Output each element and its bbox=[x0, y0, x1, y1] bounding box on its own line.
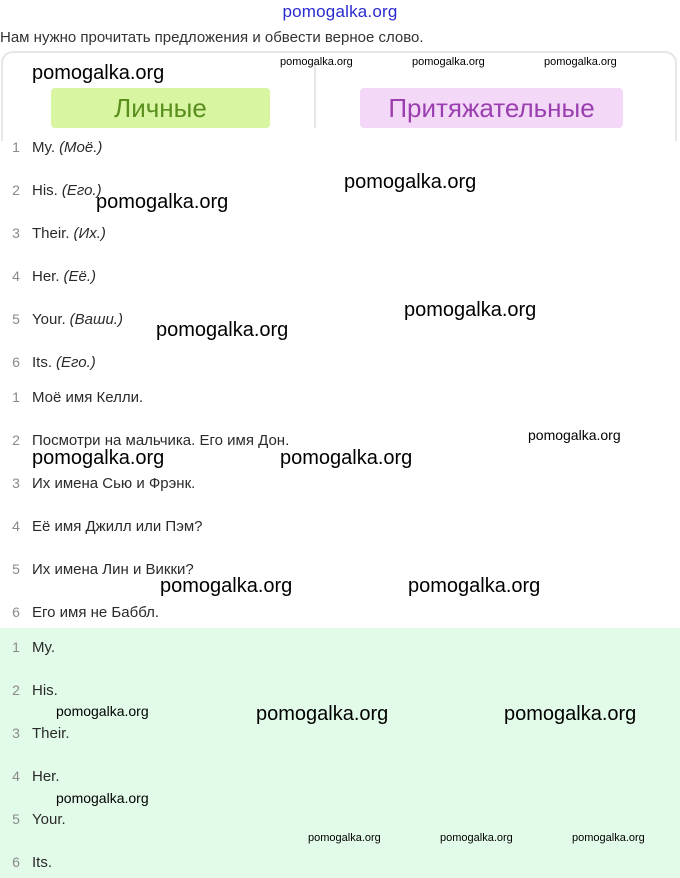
item-number: 6 bbox=[12, 604, 20, 620]
item-text: His. bbox=[32, 181, 58, 199]
item-text: Its. bbox=[32, 853, 53, 871]
watermark: pomogalka.org bbox=[96, 191, 229, 213]
answer-item bbox=[0, 808, 66, 830]
answer-item bbox=[0, 636, 55, 658]
item-number: 5 bbox=[12, 561, 20, 577]
answer-item bbox=[0, 765, 60, 787]
item-text: His. bbox=[32, 681, 58, 699]
item-number: 3 bbox=[12, 475, 20, 491]
watermark: pomogalka.org bbox=[32, 62, 165, 84]
item-number: 2 bbox=[12, 432, 20, 448]
site-title[interactable]: pomogalka.org bbox=[282, 2, 398, 21]
list-item bbox=[0, 136, 102, 158]
watermark: pomogalka.org bbox=[572, 832, 645, 844]
item-text: Her. bbox=[32, 767, 60, 785]
list-item bbox=[0, 386, 143, 408]
item-number: 6 bbox=[12, 354, 20, 370]
item-translation: (Ваши.) bbox=[69, 310, 123, 328]
item-text: Your. bbox=[32, 810, 66, 828]
list-item bbox=[0, 515, 203, 537]
watermark: pomogalka.org bbox=[280, 56, 353, 68]
list-item bbox=[0, 265, 96, 287]
watermark: pomogalka.org bbox=[544, 56, 617, 68]
item-text: My. bbox=[32, 638, 56, 656]
watermark: pomogalka.org bbox=[56, 790, 149, 806]
list-item bbox=[0, 222, 106, 244]
list-item bbox=[0, 351, 96, 373]
item-text: Их имена Сью и Фрэнк. bbox=[32, 474, 196, 492]
item-text: Его имя не Баббл. bbox=[32, 603, 160, 621]
item-text: Your. bbox=[32, 310, 66, 328]
watermark: pomogalka.org bbox=[344, 171, 477, 193]
item-number: 4 bbox=[12, 768, 20, 784]
category-possessive: Притяжательные bbox=[360, 88, 623, 128]
item-number: 3 bbox=[12, 225, 20, 241]
watermark: pomogalka.org bbox=[404, 299, 537, 321]
item-text: Its. bbox=[32, 353, 53, 371]
watermark: pomogalka.org bbox=[280, 447, 413, 469]
item-translation: (Её.) bbox=[63, 267, 97, 285]
item-number: 1 bbox=[12, 639, 20, 655]
item-text: Их имена Лин и Викки? bbox=[32, 560, 194, 578]
watermark: pomogalka.org bbox=[412, 56, 485, 68]
watermark: pomogalka.org bbox=[160, 575, 293, 597]
item-number: 3 bbox=[12, 725, 20, 741]
watermark: pomogalka.org bbox=[528, 427, 621, 443]
answer-item bbox=[0, 722, 70, 744]
watermark: pomogalka.org bbox=[156, 319, 289, 341]
item-number: 5 bbox=[12, 311, 20, 327]
item-text: Её имя Джилл или Пэм? bbox=[32, 517, 203, 535]
item-number: 4 bbox=[12, 268, 20, 284]
item-text: Their. bbox=[32, 724, 70, 742]
item-text: Their. bbox=[32, 224, 70, 242]
item-number: 1 bbox=[12, 389, 20, 405]
watermark: pomogalka.org bbox=[504, 703, 637, 725]
item-translation: (Их.) bbox=[73, 224, 106, 242]
item-number: 2 bbox=[12, 182, 20, 198]
watermark: pomogalka.org bbox=[308, 832, 381, 844]
category-personal: Личные bbox=[51, 88, 270, 128]
item-translation: (Его.) bbox=[61, 181, 102, 199]
item-text: Моё имя Келли. bbox=[32, 388, 144, 406]
list-item bbox=[0, 601, 159, 623]
watermark: pomogalka.org bbox=[256, 703, 389, 725]
item-translation: (Моё.) bbox=[59, 138, 103, 156]
answer-item bbox=[0, 679, 58, 701]
item-translation: (Его.) bbox=[56, 353, 96, 371]
item-text: My. bbox=[32, 138, 56, 156]
item-number: 5 bbox=[12, 811, 20, 827]
item-number: 1 bbox=[12, 139, 20, 155]
instruction-text: Нам нужно прочитать предложения и обвести верное слово. bbox=[0, 29, 424, 46]
answer-item bbox=[0, 851, 52, 873]
watermark: pomogalka.org bbox=[56, 703, 149, 719]
item-text: Посмотри на мальчика. Его имя Дон. bbox=[32, 431, 290, 449]
watermark: pomogalka.org bbox=[32, 447, 165, 469]
list-item bbox=[0, 472, 195, 494]
watermark: pomogalka.org bbox=[440, 832, 513, 844]
item-number: 2 bbox=[12, 682, 20, 698]
item-number: 6 bbox=[12, 854, 20, 870]
list-item bbox=[0, 308, 123, 330]
item-text: Her. bbox=[32, 267, 60, 285]
watermark: pomogalka.org bbox=[408, 575, 541, 597]
list-item bbox=[0, 179, 102, 201]
card-divider bbox=[314, 60, 316, 128]
item-number: 4 bbox=[12, 518, 20, 534]
